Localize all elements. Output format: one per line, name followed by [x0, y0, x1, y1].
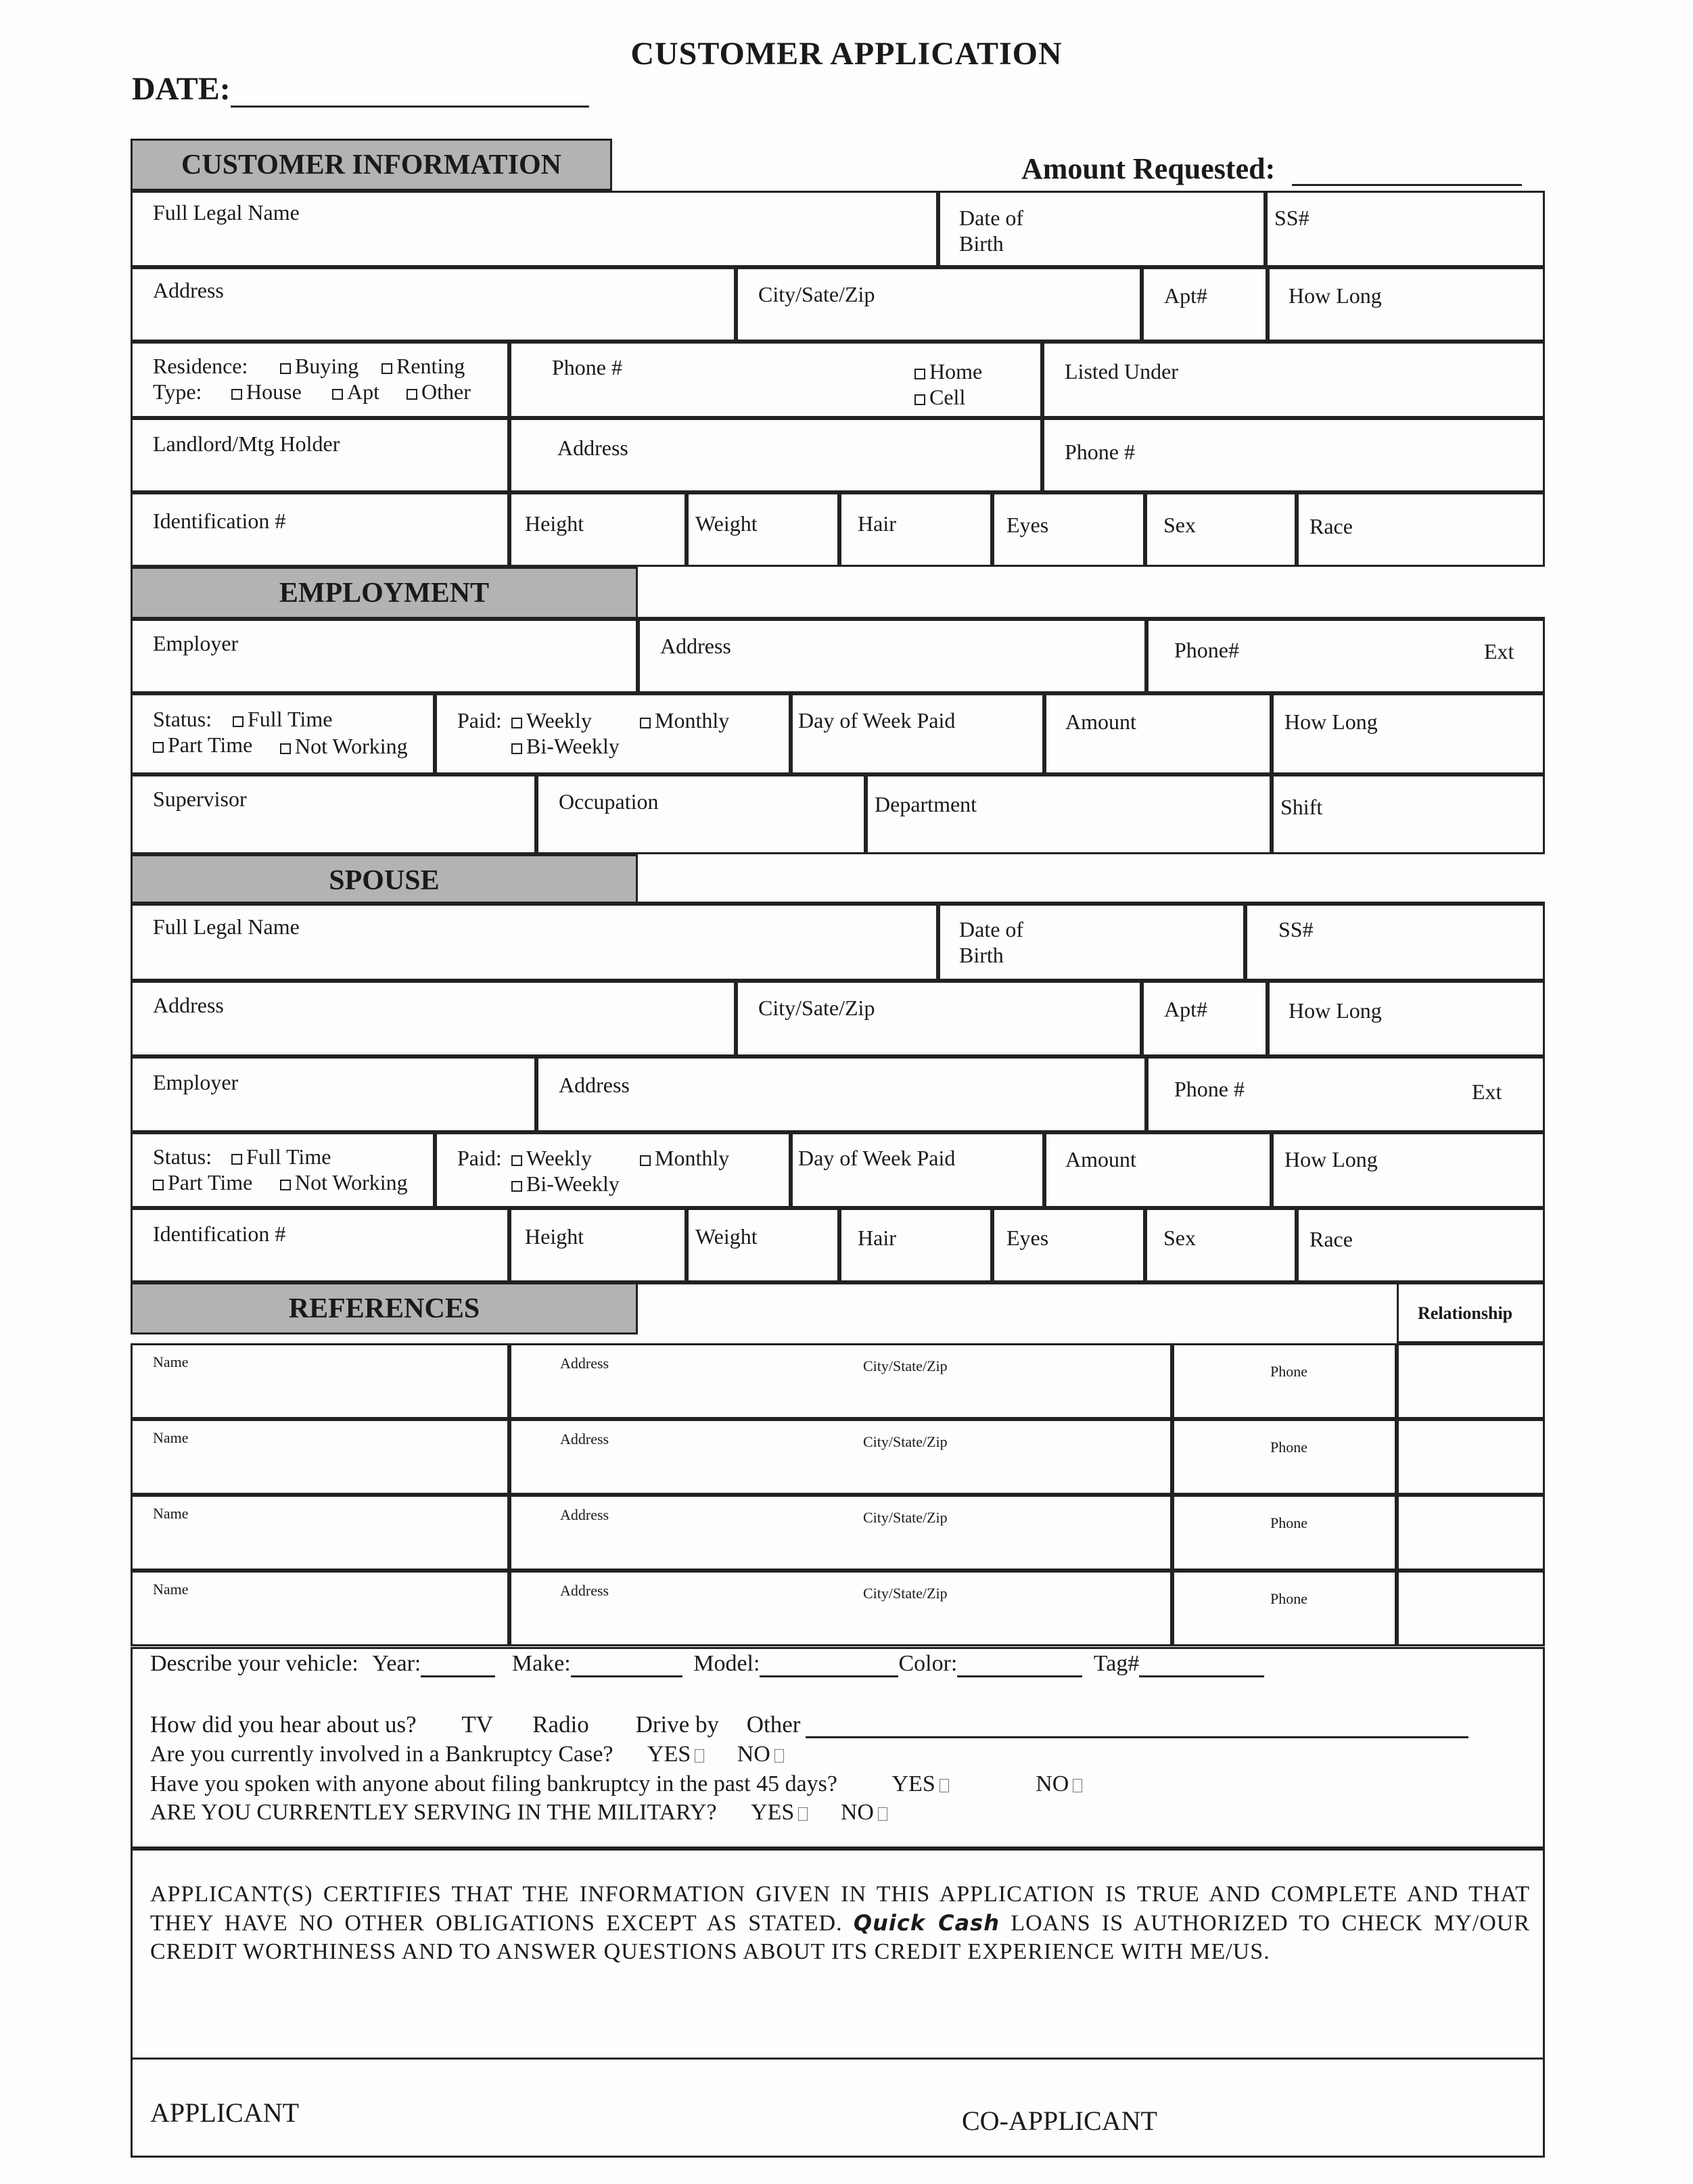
cust-city-state-zip-field[interactable]	[736, 267, 1142, 342]
sp-emp-address-field[interactable]	[536, 1056, 1146, 1132]
emp-address-field[interactable]	[638, 619, 1146, 693]
sp-weekly-option[interactable]: Weekly	[511, 1145, 592, 1171]
emp-paid-label: Paid:	[457, 708, 502, 733]
sp-status-field	[131, 1132, 435, 1208]
emp-part-time-checkbox[interactable]	[153, 742, 164, 753]
cust-how-long-field[interactable]	[1268, 267, 1545, 342]
ref-phone-label: Phone	[1270, 1363, 1307, 1380]
ref-phone-field[interactable]	[1172, 1343, 1397, 1419]
emp-amount-label: Amount	[1065, 710, 1136, 734]
emp-phone-field[interactable]	[1146, 619, 1545, 693]
cust-hair-label: Hair	[858, 511, 896, 536]
ref-name-field[interactable]	[131, 1419, 509, 1495]
hear-radio-option[interactable]: Radio	[532, 1711, 589, 1738]
sp-hair-label: Hair	[858, 1226, 896, 1250]
military-no[interactable]: NO	[841, 1800, 887, 1825]
ref-address-field[interactable]	[509, 1419, 1172, 1495]
house-checkbox[interactable]	[231, 389, 242, 400]
vehicle-line	[150, 1650, 1264, 1677]
emp-part-time-option[interactable]: Part Time	[153, 732, 252, 758]
emp-shift-label: Shift	[1280, 795, 1323, 819]
sp-day-paid-label: Day of Week Paid	[798, 1146, 956, 1170]
ref-address-label: Address	[560, 1506, 609, 1523]
ref-name-label: Name	[153, 1429, 189, 1446]
home-option[interactable]: Home	[914, 358, 982, 384]
sp-sex-label: Sex	[1163, 1226, 1196, 1250]
sp-how-long2-field[interactable]	[1272, 1132, 1545, 1208]
ref-city-state-zip-label: City/State/Zip	[863, 1357, 948, 1374]
sp-full-legal-name-field[interactable]	[131, 904, 938, 981]
cust-sex-field[interactable]	[1145, 492, 1297, 567]
emp-status-field	[131, 693, 435, 774]
sp-phone-label: Phone #	[1174, 1077, 1245, 1101]
buying-checkbox[interactable]	[280, 363, 291, 374]
emp-paid-field	[435, 693, 791, 774]
sp-full-time-checkbox[interactable]	[231, 1154, 242, 1165]
ref-city-state-zip-label: City/State/Zip	[863, 1509, 948, 1526]
cust-full-legal-name-field[interactable]	[131, 191, 938, 267]
sp-address-field[interactable]	[131, 981, 736, 1056]
cust-address-label: Address	[153, 278, 224, 302]
military-question	[150, 1799, 887, 1826]
sp-height-label: Height	[525, 1224, 584, 1249]
bankruptcy-label: Are you currently involved in a Bankruptcy Case?	[150, 1742, 613, 1767]
sp-identification-field[interactable]	[131, 1208, 509, 1282]
landlord-label: Landlord/Mtg Holder	[153, 432, 340, 456]
bankruptcy-no[interactable]: NO	[737, 1742, 784, 1767]
filing-no[interactable]: NO	[1036, 1771, 1082, 1796]
vehicle-color-label: Color:	[898, 1651, 958, 1676]
form-title: CUSTOMER APPLICATION	[630, 36, 1063, 72]
sp-apt-label: Apt#	[1164, 997, 1207, 1021]
sp-phone-field[interactable]	[1146, 1056, 1545, 1132]
cust-race-field[interactable]	[1297, 492, 1545, 567]
listed-under-label: Listed Under	[1065, 359, 1178, 384]
date-line[interactable]	[231, 76, 589, 108]
sp-part-time-checkbox[interactable]	[153, 1180, 164, 1190]
military-yes[interactable]: YES	[751, 1800, 808, 1825]
renting-checkbox[interactable]	[381, 363, 392, 374]
sp-sex-field[interactable]	[1145, 1208, 1297, 1282]
cust-phone-label: Phone #	[552, 355, 622, 379]
ref-address-label: Address	[560, 1582, 609, 1599]
ref-city-state-zip-label: City/State/Zip	[863, 1433, 948, 1450]
sp-emp-address-label: Address	[559, 1073, 630, 1097]
cust-apt-label: Apt#	[1164, 283, 1207, 308]
apt-option[interactable]: Apt	[332, 379, 379, 404]
ref-address-field[interactable]	[509, 1343, 1172, 1419]
ref-relationship-field[interactable]	[1397, 1571, 1545, 1646]
ref-address-label: Address	[560, 1431, 609, 1447]
ref-name-label: Name	[153, 1353, 189, 1370]
sp-monthly-option[interactable]: Monthly	[640, 1145, 729, 1171]
sp-address-label: Address	[153, 993, 224, 1017]
sp-race-label: Race	[1309, 1227, 1353, 1251]
sp-full-legal-name-label: Full Legal Name	[153, 914, 300, 939]
emp-address-label: Address	[660, 634, 731, 658]
filing-yes[interactable]: YES	[892, 1771, 949, 1796]
sp-hair-field[interactable]	[839, 1208, 992, 1282]
hear-other-line[interactable]	[806, 1713, 1468, 1738]
apt-checkbox[interactable]	[332, 389, 343, 400]
ref-address-field[interactable]	[509, 1571, 1172, 1646]
sp-employer-label: Employer	[153, 1070, 239, 1094]
sp-full-time-option[interactable]: Full Time	[231, 1144, 331, 1169]
cust-eyes-field[interactable]	[992, 492, 1145, 567]
vehicle-make-line[interactable]	[571, 1652, 682, 1677]
vehicle-color-line[interactable]	[957, 1652, 1082, 1677]
type-label: Type:	[153, 379, 202, 404]
cust-how-long-label: How Long	[1289, 283, 1382, 308]
cust-height-field[interactable]	[509, 492, 687, 567]
signature-area[interactable]	[131, 2058, 1545, 2158]
sp-ss-label: SS#	[1278, 917, 1314, 942]
sp-monthly-checkbox[interactable]	[640, 1155, 651, 1166]
emp-department-field[interactable]	[866, 774, 1272, 854]
ref-phone-label: Phone	[1270, 1514, 1307, 1531]
cust-apt-field[interactable]	[1142, 267, 1268, 342]
sp-city-state-zip-field[interactable]	[736, 981, 1142, 1056]
ref-address-field[interactable]	[509, 1495, 1172, 1571]
amount-requested[interactable]	[1021, 152, 1522, 186]
cust-dob-field[interactable]	[938, 191, 1266, 267]
cust-phone-field[interactable]	[509, 342, 1042, 418]
emp-not-working-checkbox[interactable]	[280, 743, 291, 754]
sp-height-field[interactable]	[509, 1208, 687, 1282]
section-customer-information: CUSTOMER INFORMATION	[131, 139, 612, 191]
ref-name-label: Name	[153, 1581, 189, 1598]
cust-height-label: Height	[525, 511, 584, 536]
emp-not-working-option[interactable]: Not Working	[280, 733, 408, 759]
other-checkbox[interactable]	[407, 389, 417, 400]
section-spouse: SPOUSE	[131, 854, 638, 904]
vehicle-tag-line[interactable]	[1139, 1652, 1264, 1677]
residence-type-field	[131, 342, 509, 418]
relationship-label: Relationship	[1418, 1303, 1513, 1323]
sp-weight-label: Weight	[695, 1224, 758, 1249]
ref-city-state-zip-label: City/State/Zip	[863, 1585, 948, 1602]
vehicle-year-line[interactable]	[421, 1652, 495, 1677]
landlord-phone-label: Phone #	[1065, 440, 1135, 464]
hear-tv-option[interactable]: TV	[461, 1711, 493, 1738]
ref-relationship-field[interactable]	[1397, 1495, 1545, 1571]
section-references: REFERENCES	[131, 1282, 638, 1334]
emp-bi-weekly-option[interactable]: Bi-Weekly	[511, 733, 620, 759]
emp-weekly-checkbox[interactable]	[511, 718, 522, 728]
emp-day-paid-field[interactable]	[791, 693, 1044, 774]
landlord-field[interactable]	[131, 418, 509, 492]
sp-bi-weekly-checkbox[interactable]	[511, 1181, 522, 1192]
ref-phone-label: Phone	[1270, 1590, 1307, 1607]
emp-full-time-checkbox[interactable]	[233, 716, 243, 727]
cust-weight-label: Weight	[695, 511, 758, 536]
vehicle-model-label: Model:	[693, 1651, 760, 1676]
vehicle-model-line[interactable]	[760, 1652, 898, 1677]
vehicle-year-label: Year:	[372, 1651, 421, 1676]
sp-part-time-option[interactable]: Part Time	[153, 1169, 252, 1195]
ref-name-label: Name	[153, 1505, 189, 1522]
bankruptcy-yes-checkbox[interactable]	[695, 1749, 704, 1763]
hear-drive-by-option[interactable]: Drive by	[635, 1711, 720, 1738]
sp-paid-field	[435, 1132, 791, 1208]
cust-hair-field[interactable]	[839, 492, 992, 567]
cust-ss-field[interactable]	[1266, 191, 1545, 267]
sp-not-working-option[interactable]: Not Working	[280, 1169, 408, 1195]
filing-label: Have you spoken with anyone about filing bankruptcy in the past 45 days?	[150, 1771, 837, 1796]
filing-no-checkbox[interactable]	[1073, 1779, 1082, 1792]
sp-how-long-label: How Long	[1289, 998, 1382, 1023]
vehicle-make-label: Make:	[511, 1651, 571, 1676]
sp-dob-field[interactable]	[938, 904, 1245, 981]
cust-sex-label: Sex	[1163, 513, 1196, 537]
emp-shift-field[interactable]	[1272, 774, 1545, 854]
ref-name-field[interactable]	[131, 1495, 509, 1571]
sp-eyes-field[interactable]	[992, 1208, 1145, 1282]
hear-about-line	[150, 1711, 1468, 1738]
emp-department-label: Department	[875, 792, 977, 816]
emp-supervisor-field[interactable]	[131, 774, 536, 854]
buying-option[interactable]: Buying	[280, 353, 358, 379]
sp-ext-label: Ext	[1472, 1079, 1502, 1104]
emp-day-paid-label: Day of Week Paid	[798, 708, 956, 733]
ref-relationship-field[interactable]	[1397, 1419, 1545, 1495]
sp-amount-label: Amount	[1065, 1147, 1136, 1171]
vehicle-tag-label: Tag#	[1093, 1651, 1140, 1676]
emp-supervisor-label: Supervisor	[153, 787, 247, 811]
landlord-phone-field[interactable]	[1042, 418, 1545, 492]
ref-name-field[interactable]	[131, 1571, 509, 1646]
cust-dob-label: Date of Birth	[959, 206, 1024, 256]
emp-phone-label: Phone#	[1174, 638, 1239, 662]
ref-relationship-field[interactable]	[1397, 1343, 1545, 1419]
emp-employer-field[interactable]	[131, 619, 638, 693]
hear-about-label: How did you hear about us?	[150, 1711, 417, 1738]
bankruptcy-yes[interactable]: YES	[647, 1742, 704, 1767]
sp-city-state-zip-label: City/Sate/Zip	[758, 996, 875, 1020]
ref-phone-field[interactable]	[1172, 1419, 1397, 1495]
emp-status-label: Status:	[153, 707, 212, 731]
ref-name-field[interactable]	[131, 1343, 509, 1419]
hear-other-option[interactable]: Other	[746, 1711, 801, 1738]
vehicle-describe-label: Describe your vehicle:	[150, 1651, 358, 1676]
emp-amount-field[interactable]	[1044, 693, 1272, 774]
sp-eyes-label: Eyes	[1006, 1226, 1049, 1250]
applicant-label: APPLICANT	[150, 2097, 300, 2128]
cust-address-field[interactable]	[131, 267, 736, 342]
sp-dob-label: Date of Birth	[959, 917, 1024, 967]
sp-amount-field[interactable]	[1044, 1132, 1272, 1208]
amount-requested-label: Amount Requested:	[1021, 152, 1276, 185]
filing-yes-checkbox[interactable]	[940, 1779, 949, 1792]
filing-question	[150, 1771, 1082, 1798]
cust-identification-label: Identification #	[153, 509, 286, 533]
emp-how-long-label: How Long	[1284, 710, 1378, 734]
military-label: ARE YOU CURRENTLEY SERVING IN THE MILITARY?	[150, 1800, 717, 1825]
cust-ss-label: SS#	[1274, 206, 1309, 230]
sp-ss-field[interactable]	[1245, 904, 1545, 981]
ref-phone-field[interactable]	[1172, 1495, 1397, 1571]
sp-weight-field[interactable]	[687, 1208, 839, 1282]
sp-weekly-checkbox[interactable]	[511, 1155, 522, 1166]
section-employment: EMPLOYMENT	[131, 567, 638, 619]
sp-race-field[interactable]	[1297, 1208, 1545, 1282]
sp-bi-weekly-option[interactable]: Bi-Weekly	[511, 1171, 620, 1196]
other-option[interactable]: Other	[407, 379, 471, 404]
sp-status-label: Status:	[153, 1144, 212, 1169]
ref-address-label: Address	[560, 1355, 609, 1372]
emp-monthly-checkbox[interactable]	[640, 718, 651, 728]
sp-day-paid-field[interactable]	[791, 1132, 1044, 1208]
sp-how-long2-label: How Long	[1284, 1147, 1378, 1171]
emp-bi-weekly-checkbox[interactable]	[511, 743, 522, 754]
home-checkbox[interactable]	[914, 369, 925, 379]
sp-apt-field[interactable]	[1142, 981, 1268, 1056]
emp-employer-label: Employer	[153, 631, 239, 655]
sp-not-working-checkbox[interactable]	[280, 1180, 291, 1190]
cust-full-legal-name-label: Full Legal Name	[153, 200, 300, 225]
landlord-address-field[interactable]	[509, 418, 1042, 492]
ref-phone-field[interactable]	[1172, 1571, 1397, 1646]
emp-weekly-option[interactable]: Weekly	[511, 707, 592, 733]
house-option[interactable]: House	[231, 379, 302, 404]
bankruptcy-no-checkbox[interactable]	[774, 1749, 784, 1763]
relationship-header	[1397, 1282, 1545, 1343]
emp-occupation-label: Occupation	[559, 789, 659, 814]
emp-occupation-field[interactable]	[536, 774, 866, 854]
emp-monthly-option[interactable]: Monthly	[640, 707, 729, 733]
residence-label: Residence:	[153, 354, 248, 378]
cust-eyes-label: Eyes	[1006, 513, 1049, 537]
cell-option[interactable]: Cell	[914, 384, 965, 410]
military-no-checkbox[interactable]	[878, 1807, 887, 1821]
date-field[interactable]	[132, 70, 589, 108]
renting-option[interactable]: Renting	[381, 353, 465, 379]
sp-how-long-field[interactable]	[1268, 981, 1545, 1056]
military-yes-checkbox[interactable]	[798, 1807, 808, 1821]
cust-city-state-zip-label: City/Sate/Zip	[758, 282, 875, 306]
co-applicant-label: CO-APPLICANT	[962, 2106, 1157, 2136]
cust-weight-field[interactable]	[687, 492, 839, 567]
sp-identification-label: Identification #	[153, 1222, 286, 1246]
landlord-address-label: Address	[557, 436, 628, 460]
listed-under-field[interactable]	[1042, 342, 1545, 418]
cell-checkbox[interactable]	[914, 394, 925, 405]
sp-employer-field[interactable]	[131, 1056, 536, 1132]
amount-requested-line[interactable]	[1292, 157, 1522, 186]
date-label: DATE:	[132, 71, 231, 107]
certification-text: APPLICANT(S) CERTIFIES THAT THE INFORMATION GIVEN IN THIS APPLICATION IS TRUE AND COMPLETE AND THAT THEY HAVE NO OTHER OBLIGATIONS EXCEPT AS STATED. Quick Cash LOANS IS AUTHORIZED TO CHECK MY/OUR CREDIT WORTHINESS AND TO ANSWER QUESTIONS ABOUT ITS CREDIT EXPERIENCE WITH ME/US.	[150, 1882, 1531, 1964]
emp-full-time-option[interactable]: Full Time	[233, 706, 332, 732]
emp-ext-label: Ext	[1484, 639, 1514, 664]
ref-phone-label: Phone	[1270, 1439, 1307, 1456]
sp-paid-label: Paid:	[457, 1146, 502, 1170]
bankruptcy-question	[150, 1741, 784, 1768]
cust-identification-field[interactable]	[131, 492, 509, 567]
emp-how-long-field[interactable]	[1272, 693, 1545, 774]
handwritten-company-name: Quick Cash	[853, 1910, 1000, 1936]
cust-race-label: Race	[1309, 514, 1353, 538]
